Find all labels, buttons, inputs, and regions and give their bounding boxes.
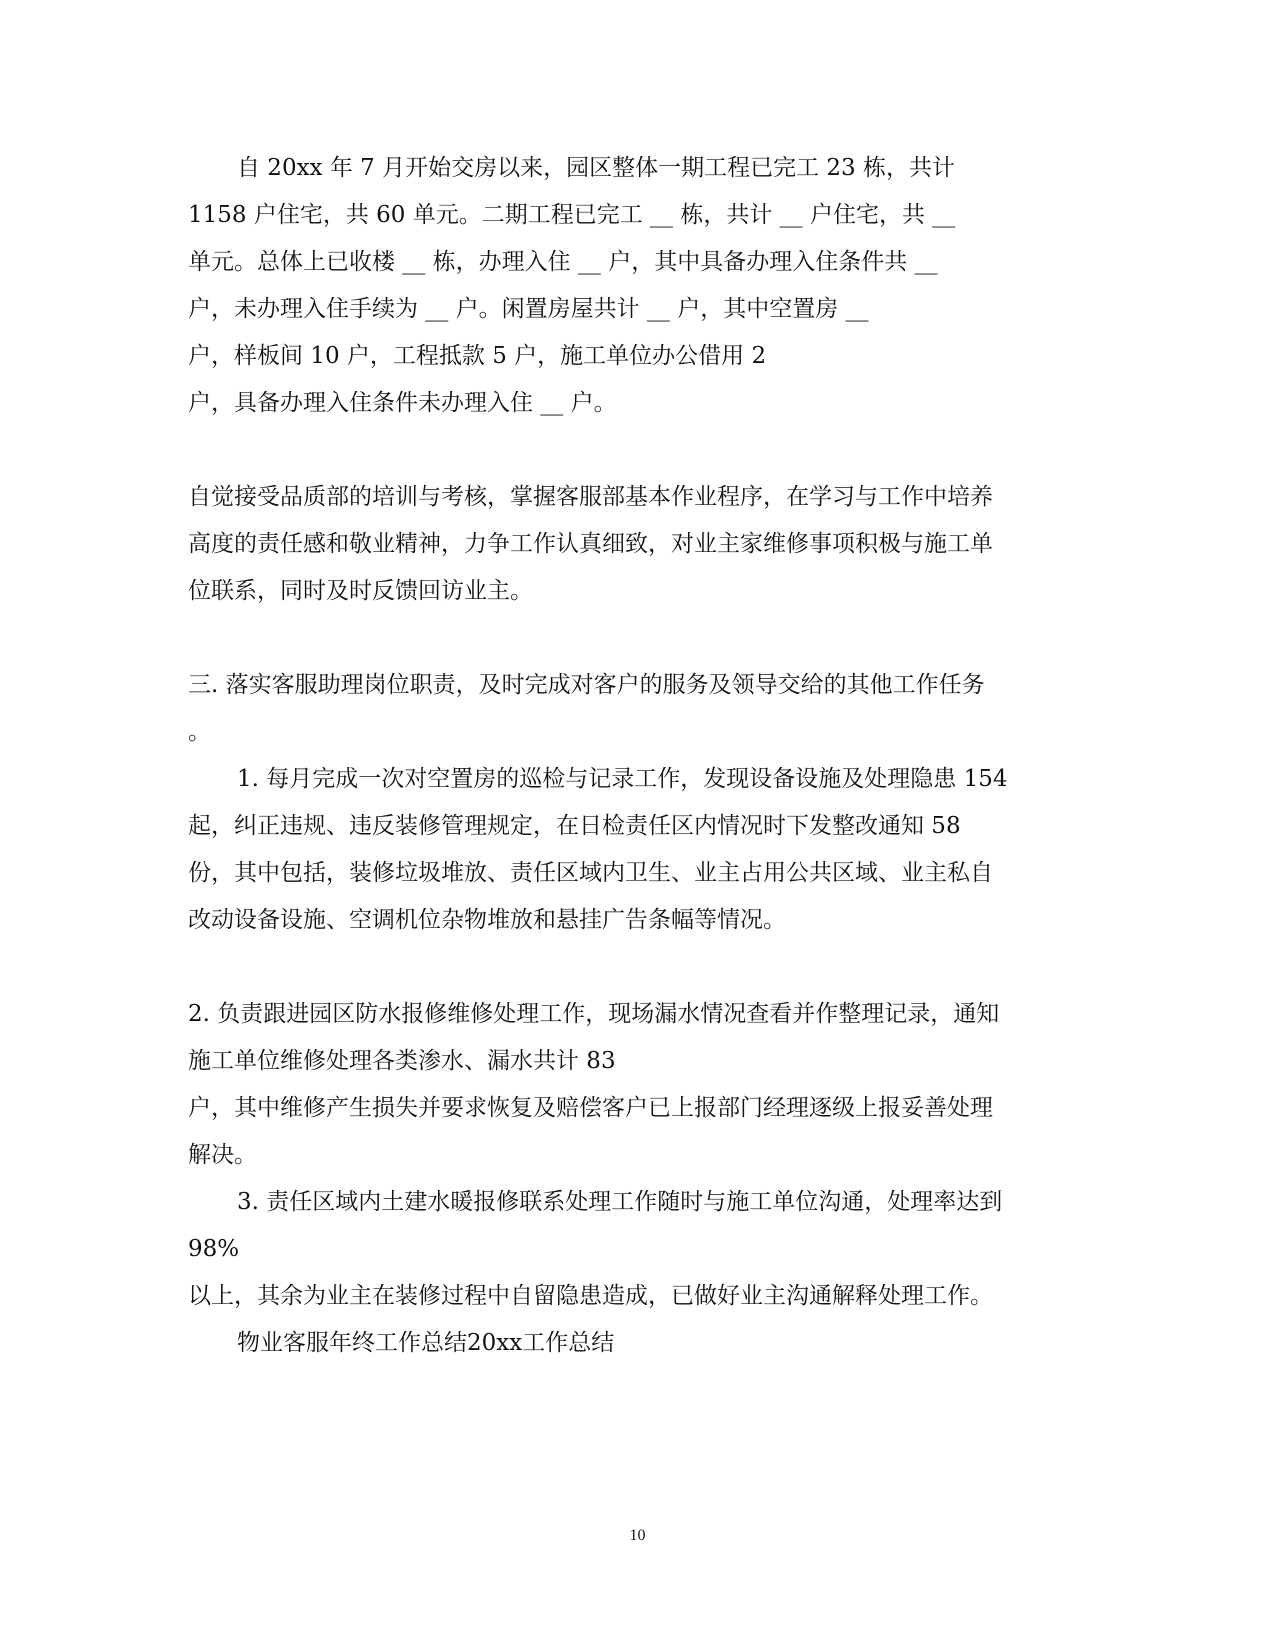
section-heading: 三. 落实客服助理岗位职责，及时完成对客户的服务及领导交给的其他工作任务 (188, 672, 985, 698)
text-line: 解决。 (188, 1142, 257, 1168)
text-line: 。 (188, 719, 211, 745)
text-line: 98% (188, 1236, 240, 1262)
text-line: 施工单位维修处理各类渗水、漏水共计 83 (188, 1048, 616, 1074)
text-line: 起，纠正违规、违反装修管理规定，在日检责任区内情况时下发整改通知 58 (188, 813, 961, 839)
list-item: 2. 负责跟进园区防水报修维修处理工作，现场漏水情况查看并作整理记录，通知 (188, 1001, 1000, 1027)
text-line: 份，其中包括，装修垃圾堆放、责任区域内卫生、业主占用公共区域、业主私自 (188, 860, 993, 886)
text-line: 单元。总体上已收楼 __ 栋，办理入住 __ 户，其中具备办理入住条件共 __ (188, 249, 938, 275)
text-line: 户，具备办理入住条件未办理入住 __ 户。 (188, 390, 617, 416)
list-item: 3. 责任区域内土建水暖报修联系处理工作随时与施工单位沟通，处理率达到 (237, 1189, 1003, 1215)
text-line: 以上，其余为业主在装修过程中自留隐患造成，已做好业主沟通解释处理工作。 (188, 1283, 993, 1309)
text-line: 自觉接受品质部的培训与考核，掌握客服部基本作业程序，在学习与工作中培养 (188, 484, 993, 510)
text-line: 物业客服年终工作总结20xx工作总结 (237, 1330, 615, 1356)
list-item: 1. 每月完成一次对空置房的巡检与记录工作，发现设备设施及处理隐患 154 (237, 766, 1008, 792)
text-line: 位联系，同时及时反馈回访业主。 (188, 578, 533, 604)
text-line: 改动设备设施、空调机位杂物堆放和悬挂广告条幅等情况。 (188, 907, 786, 933)
text-line: 1158 户住宅，共 60 单元。二期工程已完工 __ 栋，共计 __ 户住宅，共 __ (188, 202, 956, 228)
page-number: 10 (629, 1527, 646, 1544)
text-line: 户，其中维修产生损失并要求恢复及赔偿客户已上报部门经理逐级上报妥善处理 (188, 1095, 993, 1121)
text-line: 自 20xx 年 7 月开始交房以来，园区整体一期工程已完工 23 栋，共计 (237, 155, 955, 181)
text-line: 高度的责任感和敬业精神，力争工作认真细致，对业主家维修事项积极与施工单 (188, 531, 993, 557)
text-line: 户，未办理入住手续为 __ 户。闲置房屋共计 __ 户，其中空置房 __ (188, 296, 869, 322)
text-line: 户，样板间 10 户，工程抵款 5 户，施工单位办公借用 2 (188, 343, 767, 369)
